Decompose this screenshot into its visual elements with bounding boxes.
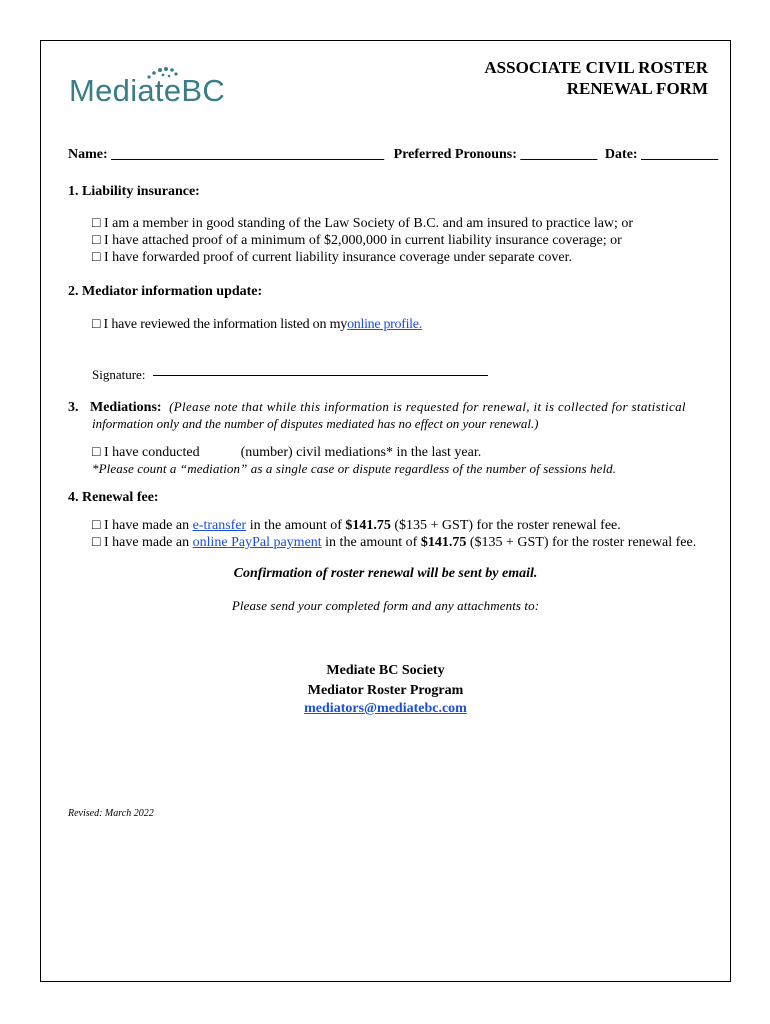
confirmation-note: Confirmation of roster renewal will be sent by email. bbox=[233, 566, 538, 581]
profile-review-text: □ I have reviewed the information listed on my bbox=[92, 317, 348, 332]
profile-review-option[interactable] bbox=[92, 317, 422, 333]
insurance-option-2[interactable]: □ I have attached proof of a minimum of $2,000,000 in current liability insurance coverage; or bbox=[92, 233, 622, 248]
pronouns-field[interactable]: ___________ bbox=[520, 147, 598, 162]
mediatebc-logo bbox=[69, 65, 249, 111]
insurance-option-1[interactable]: □ I am a member in good standing of the Law Society of B.C. and am insured to practice law; or bbox=[92, 216, 634, 231]
signature-label: Signature: bbox=[92, 367, 146, 382]
section-2-heading: 2. Mediator information update: bbox=[68, 284, 263, 299]
section-4-heading: 4. Renewal fee: bbox=[68, 490, 159, 505]
fee-option-paypal[interactable] bbox=[92, 535, 696, 551]
mediations-count-prefix: □ I have conducted bbox=[92, 445, 200, 460]
fee-option-2-suffix: ($135 + GST) for the roster renewal fee. bbox=[469, 535, 697, 550]
mediation-footnote: *Please count a “mediation” as a single case or dispute regardless of the number of sessions held. bbox=[92, 461, 617, 476]
fee-option-1-suffix: ($135 + GST) for the roster renewal fee. bbox=[394, 518, 621, 533]
etransfer-link[interactable]: e-transfer bbox=[192, 518, 247, 533]
fee-option-1-amount: $141.75 bbox=[345, 518, 391, 533]
mediations-count-suffix: (number) civil mediations* in the last year. bbox=[240, 445, 482, 460]
section-3-heading bbox=[68, 399, 718, 416]
title-line-1: ASSOCIATE CIVIL ROSTER bbox=[484, 58, 708, 77]
send-instructions: Please send your completed form and any attachments to: bbox=[231, 598, 540, 613]
pronouns-label: Preferred Pronouns: bbox=[393, 147, 517, 162]
revised-date: Revised: March 2022 bbox=[68, 808, 154, 819]
name-field[interactable]: _______________________________________ bbox=[111, 147, 385, 162]
signature-line[interactable] bbox=[153, 375, 488, 376]
section-3-note-line-2: information only and the number of disputes mediated has no effect on your renewal.) bbox=[92, 416, 539, 431]
logo-text: MediateBC bbox=[69, 73, 226, 108]
fee-option-1-mid: in the amount of bbox=[249, 518, 342, 533]
fee-option-2-amount: $141.75 bbox=[420, 535, 467, 550]
section-1-heading: 1. Liability insurance: bbox=[68, 184, 200, 199]
online-profile-link[interactable]: online profile. bbox=[347, 317, 422, 332]
form-title bbox=[484, 57, 708, 99]
section-3-note-line-1: (Please note that while this information is requested for renewal, it is collected for statistical bbox=[169, 399, 686, 414]
fee-option-etransfer[interactable] bbox=[92, 518, 621, 534]
contact-program: Mediator Roster Program bbox=[307, 683, 464, 698]
contact-org: Mediate BC Society bbox=[326, 663, 445, 678]
date-field[interactable]: ___________ bbox=[641, 147, 719, 162]
form-page bbox=[40, 40, 731, 982]
title-line-2: RENEWAL FORM bbox=[566, 79, 708, 98]
fee-option-2-mid: in the amount of bbox=[325, 535, 418, 550]
name-label: Name: bbox=[68, 147, 108, 162]
mediations-count-row bbox=[92, 445, 481, 461]
contact-email-link[interactable]: mediators@mediatebc.com bbox=[304, 701, 467, 716]
name-row bbox=[68, 147, 718, 163]
fee-option-2-prefix: □ I have made an bbox=[92, 535, 190, 550]
fee-option-1-prefix: □ I have made an bbox=[92, 518, 190, 533]
contact-email-row bbox=[41, 701, 730, 717]
section-3-number: 3. bbox=[68, 400, 79, 415]
paypal-link[interactable]: online PayPal payment bbox=[192, 535, 322, 550]
section-3-title: Mediations: bbox=[90, 400, 162, 415]
date-label: Date: bbox=[604, 147, 638, 162]
insurance-option-3[interactable]: □ I have forwarded proof of current liability insurance coverage under separate cover. bbox=[92, 250, 572, 265]
